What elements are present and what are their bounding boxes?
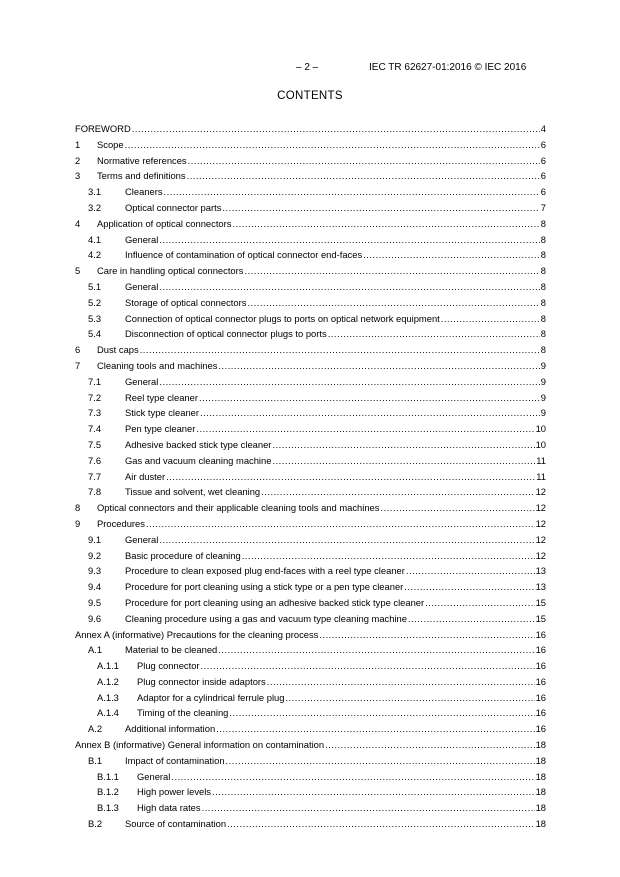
toc-entry-number: B.1.1 bbox=[97, 770, 119, 782]
toc-entry-number: 7.5 bbox=[88, 438, 102, 450]
dot-leader bbox=[146, 518, 535, 529]
toc-entry-page: 11 bbox=[536, 454, 546, 466]
toc-entry-title: Normative references bbox=[97, 154, 187, 166]
toc-entry-number: B.2 bbox=[88, 818, 103, 830]
toc-entry-number: 5.4 bbox=[88, 328, 102, 340]
toc-entry-number: 5.2 bbox=[88, 296, 102, 308]
dot-leader bbox=[166, 471, 535, 482]
dot-leader bbox=[247, 297, 539, 308]
dot-leader bbox=[242, 550, 535, 561]
toc-entry-title: Optical connectors and their applicable cleaning tools and machines bbox=[97, 502, 380, 514]
toc-entry-title: Annex A (informative) Precautions for the cleaning process bbox=[75, 628, 319, 640]
toc-entry-page: 12 bbox=[535, 533, 546, 545]
toc-entry-number: 7.7 bbox=[88, 470, 102, 482]
toc-entry-page: 9 bbox=[540, 391, 546, 403]
dot-leader bbox=[212, 786, 535, 797]
toc-entry-page: 18 bbox=[535, 802, 546, 814]
toc-entry-page: 13 bbox=[535, 565, 546, 577]
toc-entry-number: A.1.2 bbox=[97, 675, 119, 687]
toc-entry[interactable] bbox=[75, 186, 546, 202]
toc-entry-page: 16 bbox=[535, 691, 546, 703]
toc-entry-number: 7.3 bbox=[88, 407, 102, 419]
toc-entry-title: Plug connector inside adaptors bbox=[137, 675, 266, 687]
dot-leader bbox=[187, 170, 540, 181]
toc-entry-number: B.1.2 bbox=[97, 786, 119, 798]
dot-leader bbox=[222, 202, 539, 213]
dot-leader bbox=[159, 281, 539, 292]
toc-entry-title: Disconnection of optical connector plugs to ports bbox=[125, 328, 327, 340]
toc-entry-number: 9.1 bbox=[88, 533, 102, 545]
toc-entry-page: 9 bbox=[540, 359, 546, 371]
toc-entry-page: 12 bbox=[535, 517, 546, 529]
toc-entry-title: Stick type cleaner bbox=[125, 407, 199, 419]
dot-leader bbox=[272, 439, 534, 450]
toc-entry[interactable] bbox=[75, 202, 546, 218]
toc-entry[interactable] bbox=[75, 550, 546, 566]
toc-entry[interactable] bbox=[75, 455, 546, 471]
toc-entry-page: 8 bbox=[540, 344, 546, 356]
toc-entry-page: 6 bbox=[540, 138, 546, 150]
toc-entry-page: 16 bbox=[535, 644, 546, 656]
toc-entry-number: 4 bbox=[75, 217, 81, 229]
toc-entry-title: Optical connector parts bbox=[125, 201, 222, 213]
toc-entry-page: 9 bbox=[540, 375, 546, 387]
toc-entry[interactable] bbox=[75, 581, 546, 597]
toc-entry[interactable] bbox=[75, 518, 546, 534]
toc-entry-page: 18 bbox=[535, 770, 546, 782]
toc-entry-title: Cleaning tools and machines bbox=[97, 359, 218, 371]
toc-entry[interactable] bbox=[75, 360, 546, 376]
toc-entry-page: 7 bbox=[540, 201, 546, 213]
toc-entry[interactable] bbox=[75, 407, 546, 423]
contents-heading: CONTENTS bbox=[277, 90, 343, 102]
dot-leader bbox=[261, 486, 534, 497]
toc-entry-number: 4.1 bbox=[88, 233, 102, 245]
toc-entry[interactable] bbox=[75, 249, 546, 265]
toc-entry-title: Pen type cleaner bbox=[125, 423, 196, 435]
dot-leader bbox=[227, 818, 534, 829]
dot-leader bbox=[188, 155, 540, 166]
toc-entry-title: Basic procedure of cleaning bbox=[125, 549, 241, 561]
dot-leader bbox=[441, 313, 540, 324]
dot-leader bbox=[171, 771, 534, 782]
toc-entry[interactable] bbox=[75, 565, 546, 581]
dot-leader bbox=[226, 755, 535, 766]
toc-entry-page: 15 bbox=[535, 612, 546, 624]
toc-entry-number: 9.2 bbox=[88, 549, 102, 561]
toc-entry-number: 5 bbox=[75, 265, 81, 277]
toc-entry-number: 7.4 bbox=[88, 423, 102, 435]
dot-leader bbox=[319, 629, 534, 640]
toc-entry-number: 9.6 bbox=[88, 612, 102, 624]
toc-entry-number: A.1.1 bbox=[97, 660, 119, 672]
page-header bbox=[0, 62, 620, 74]
toc-entry[interactable] bbox=[75, 771, 546, 787]
dot-leader bbox=[218, 360, 539, 371]
dot-leader bbox=[164, 186, 540, 197]
toc-entry-title: Connection of optical connector plugs to ports on optical network equipment bbox=[125, 312, 440, 324]
dot-leader bbox=[159, 234, 539, 245]
toc-entry-page: 16 bbox=[535, 628, 546, 640]
toc-entry-title: General bbox=[125, 533, 159, 545]
dot-leader bbox=[406, 565, 535, 576]
toc-entry-title: Source of contamination bbox=[125, 818, 227, 830]
toc-entry[interactable] bbox=[75, 123, 546, 139]
toc-entry-title: Influence of contamination of optical connector end-faces bbox=[125, 249, 363, 261]
toc-entry-number: 4.2 bbox=[88, 249, 102, 261]
toc-entry-number: A.1.3 bbox=[97, 691, 119, 703]
toc-entry[interactable] bbox=[75, 392, 546, 408]
dot-leader bbox=[363, 249, 540, 260]
dot-leader bbox=[196, 423, 534, 434]
page-number: – 2 – bbox=[296, 62, 319, 73]
toc-entry-page: 16 bbox=[535, 723, 546, 735]
toc-entry-title: Plug connector bbox=[137, 660, 200, 672]
toc-entry-page: 6 bbox=[540, 154, 546, 166]
toc-entry-page: 9 bbox=[540, 407, 546, 419]
dot-leader bbox=[404, 581, 534, 592]
toc-entry-title: High power levels bbox=[137, 786, 211, 798]
toc-entry[interactable] bbox=[75, 297, 546, 313]
toc-entry-number: B.1.3 bbox=[97, 802, 119, 814]
toc-entry-title: General bbox=[137, 770, 171, 782]
dot-leader bbox=[232, 218, 539, 229]
toc-entry-number: 9.5 bbox=[88, 596, 102, 608]
toc-entry-number: A.1.4 bbox=[97, 707, 119, 719]
toc-entry-title: Procedure for port cleaning using a stick type or a pen type cleaner bbox=[125, 581, 404, 593]
toc-entry-page: 18 bbox=[535, 786, 546, 798]
dot-leader bbox=[200, 407, 540, 418]
toc-entry-title: Gas and vacuum cleaning machine bbox=[125, 454, 272, 466]
toc-entry-title: Timing of the cleaning bbox=[137, 707, 229, 719]
toc-entry-title: Air duster bbox=[125, 470, 166, 482]
toc-entry-title: Storage of optical connectors bbox=[125, 296, 247, 308]
toc-entry-title: General bbox=[125, 375, 159, 387]
dot-leader bbox=[201, 660, 535, 671]
toc-entry[interactable] bbox=[75, 597, 546, 613]
dot-leader bbox=[218, 644, 534, 655]
toc-entry[interactable] bbox=[75, 534, 546, 550]
toc-entry[interactable] bbox=[75, 676, 546, 692]
toc-entry-number: 6 bbox=[75, 344, 81, 356]
toc-entry-number: 9.3 bbox=[88, 565, 102, 577]
toc-entry-title: Adhesive backed stick type cleaner bbox=[125, 438, 272, 450]
toc-entry[interactable] bbox=[75, 344, 546, 360]
toc-entry-number: 5.1 bbox=[88, 280, 102, 292]
toc-entry-number: 3.1 bbox=[88, 186, 102, 198]
dot-leader bbox=[272, 455, 535, 466]
toc-entry[interactable] bbox=[75, 265, 546, 281]
toc-entry-number: 3 bbox=[75, 170, 81, 182]
toc-entry-page: 18 bbox=[535, 818, 546, 830]
toc-entry-title: General bbox=[125, 233, 159, 245]
toc-entry-page: 15 bbox=[535, 596, 546, 608]
toc-entry-page: 16 bbox=[535, 660, 546, 672]
toc-entry-page: 12 bbox=[535, 486, 546, 498]
toc-entry[interactable] bbox=[75, 613, 546, 629]
toc-entry-number: 7.2 bbox=[88, 391, 102, 403]
toc-entry-title: Additional information bbox=[125, 723, 216, 735]
toc-entry[interactable] bbox=[75, 439, 546, 455]
toc-entry[interactable] bbox=[75, 423, 546, 439]
toc-entry[interactable] bbox=[75, 313, 546, 329]
toc-entry-number: 7.6 bbox=[88, 454, 102, 466]
dot-leader bbox=[380, 502, 534, 513]
toc-entry-number: 2 bbox=[75, 154, 81, 166]
toc-entry-page: 6 bbox=[540, 170, 546, 182]
toc-entry[interactable] bbox=[75, 170, 546, 186]
toc-entry-number: A.2 bbox=[88, 723, 103, 735]
toc-entry-number: A.1 bbox=[88, 644, 103, 656]
toc-entry-title: Reel type cleaner bbox=[125, 391, 198, 403]
toc-entry-title: Procedures bbox=[97, 517, 145, 529]
toc-entry-title: Procedure to clean exposed plug end-faces with a reel type cleaner bbox=[125, 565, 405, 577]
toc-entry[interactable] bbox=[75, 502, 546, 518]
toc-entry-page: 6 bbox=[540, 186, 546, 198]
document-reference: IEC TR 62627-01:2016 © IEC 2016 bbox=[369, 62, 527, 73]
toc-entry[interactable] bbox=[75, 818, 546, 834]
toc-entry-page: 8 bbox=[540, 233, 546, 245]
toc-entry-page: 16 bbox=[535, 707, 546, 719]
toc-entry-title: Adaptor for a cylindrical ferrule plug bbox=[137, 691, 285, 703]
toc-entry[interactable] bbox=[75, 660, 546, 676]
toc-entry-title: Procedure for port cleaning using an adhesive backed stick type cleaner bbox=[125, 596, 425, 608]
toc-entry-page: 18 bbox=[535, 739, 546, 751]
table-of-contents bbox=[75, 123, 546, 834]
toc-entry-number: 7.8 bbox=[88, 486, 102, 498]
toc-entry[interactable] bbox=[75, 707, 546, 723]
toc-entry-page: 8 bbox=[540, 217, 546, 229]
toc-entry[interactable] bbox=[75, 234, 546, 250]
toc-entry-page: 12 bbox=[535, 502, 546, 514]
toc-entry[interactable] bbox=[75, 692, 546, 708]
toc-entry-page: 10 bbox=[535, 423, 546, 435]
toc-entry-page: 8 bbox=[540, 280, 546, 292]
toc-entry-page: 8 bbox=[540, 328, 546, 340]
toc-entry-number: 3.2 bbox=[88, 201, 102, 213]
toc-entry[interactable] bbox=[75, 139, 546, 155]
toc-entry-title: Application of optical connectors bbox=[97, 217, 232, 229]
toc-entry-page: 12 bbox=[535, 549, 546, 561]
toc-entry[interactable] bbox=[75, 218, 546, 234]
dot-leader bbox=[216, 723, 534, 734]
toc-entry[interactable] bbox=[75, 328, 546, 344]
toc-entry-number: 7.1 bbox=[88, 375, 102, 387]
toc-entry-page: 4 bbox=[540, 123, 546, 134]
toc-entry[interactable] bbox=[75, 471, 546, 487]
dot-leader bbox=[267, 676, 535, 687]
toc-entry-title: Cleaners bbox=[125, 186, 163, 198]
toc-entry-title: Cleaning procedure using a gas and vacuum type cleaning machine bbox=[125, 612, 407, 624]
dot-leader bbox=[159, 534, 534, 545]
toc-entry-number: 8 bbox=[75, 502, 81, 514]
dot-leader bbox=[408, 613, 535, 624]
dot-leader bbox=[125, 139, 540, 150]
toc-entry-number: 5.3 bbox=[88, 312, 102, 324]
toc-entry[interactable] bbox=[75, 755, 546, 771]
toc-entry-page: 18 bbox=[535, 754, 546, 766]
toc-entry[interactable] bbox=[75, 629, 546, 645]
toc-entry-page: 8 bbox=[540, 249, 546, 261]
toc-entry-number: 9.4 bbox=[88, 581, 102, 593]
dot-leader bbox=[140, 344, 540, 355]
toc-entry-page: 8 bbox=[540, 296, 546, 308]
toc-entry-title: FOREWORD bbox=[75, 123, 131, 134]
dot-leader bbox=[425, 597, 534, 608]
dot-leader bbox=[325, 739, 534, 750]
dot-leader bbox=[202, 802, 535, 813]
toc-entry-title: High data rates bbox=[137, 802, 201, 814]
toc-entry[interactable] bbox=[75, 376, 546, 392]
dot-leader bbox=[132, 123, 540, 134]
toc-entry-title: Dust caps bbox=[97, 344, 139, 356]
toc-entry-title: Annex B (informative) General information on contamination bbox=[75, 739, 325, 751]
toc-entry[interactable] bbox=[75, 786, 546, 802]
toc-entry[interactable] bbox=[75, 723, 546, 739]
toc-entry-title: Material to be cleaned bbox=[125, 644, 218, 656]
toc-entry-title: Terms and definitions bbox=[97, 170, 186, 182]
toc-entry[interactable] bbox=[75, 486, 546, 502]
toc-entry-page: 16 bbox=[535, 675, 546, 687]
dot-leader bbox=[328, 328, 540, 339]
dot-leader bbox=[244, 265, 539, 276]
toc-entry-number: 1 bbox=[75, 138, 81, 150]
toc-entry[interactable] bbox=[75, 281, 546, 297]
toc-entry-page: 10 bbox=[535, 438, 546, 450]
toc-entry-number: 9 bbox=[75, 517, 81, 529]
toc-entry-page: 8 bbox=[540, 265, 546, 277]
toc-entry-title: Care in handling optical connectors bbox=[97, 265, 244, 277]
toc-entry-number: B.1 bbox=[88, 754, 103, 766]
toc-entry-title: General bbox=[125, 280, 159, 292]
toc-entry-page: 8 bbox=[540, 312, 546, 324]
toc-entry-page: 13 bbox=[535, 581, 546, 593]
toc-entry[interactable] bbox=[75, 802, 546, 818]
toc-entry-number: 7 bbox=[75, 359, 81, 371]
toc-entry[interactable] bbox=[75, 739, 546, 755]
dot-leader bbox=[199, 392, 540, 403]
toc-entry[interactable] bbox=[75, 155, 546, 171]
dot-leader bbox=[159, 376, 539, 387]
toc-entry-title: Impact of contamination bbox=[125, 754, 225, 766]
toc-entry-page: 11 bbox=[536, 470, 546, 482]
dot-leader bbox=[285, 692, 534, 703]
toc-entry-title: Tissue and solvent, wet cleaning bbox=[125, 486, 261, 498]
dot-leader bbox=[229, 707, 534, 718]
toc-entry-title: Scope bbox=[97, 138, 124, 150]
toc-entry[interactable] bbox=[75, 644, 546, 660]
